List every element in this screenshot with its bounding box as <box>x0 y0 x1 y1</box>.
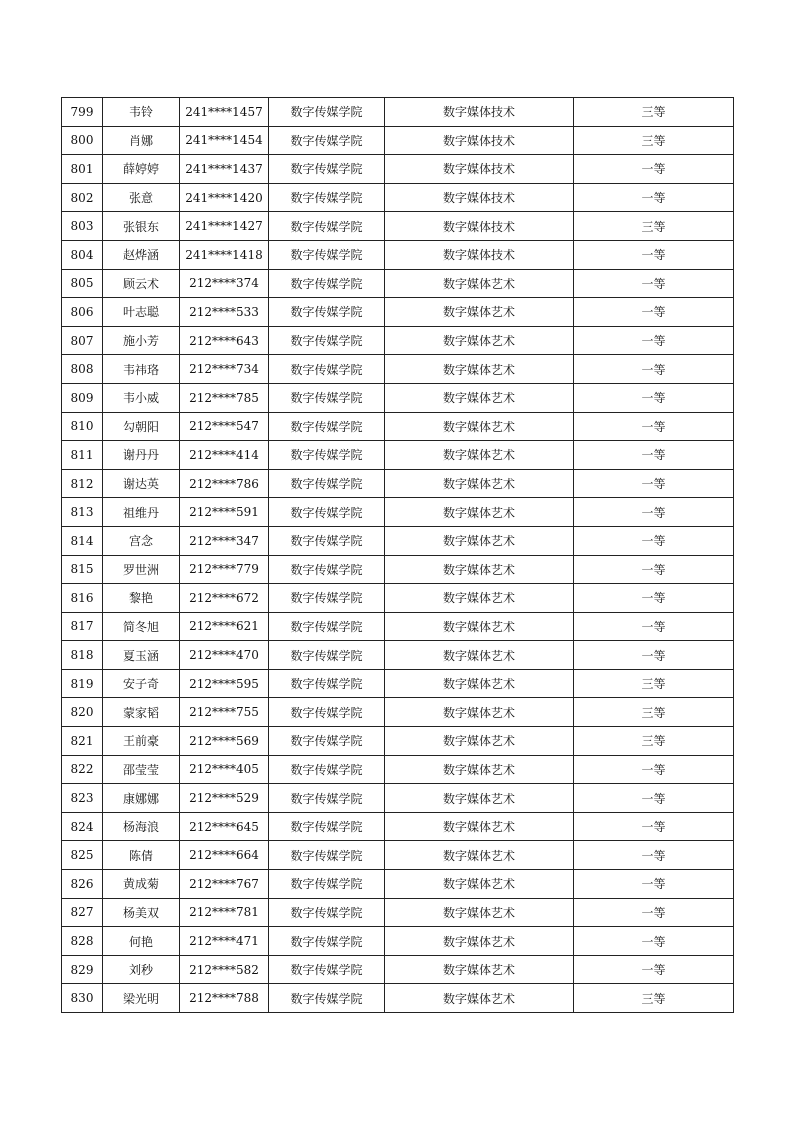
major-cell: 数字媒体艺术 <box>385 412 574 441</box>
major-cell: 数字媒体艺术 <box>385 612 574 641</box>
school-cell: 数字传媒学院 <box>269 212 385 241</box>
student-name-cell: 张意 <box>103 183 180 212</box>
student-id-cell: 212****788 <box>180 984 269 1013</box>
award-grade-cell: 一等 <box>574 469 734 498</box>
student-name-cell: 蒙家韬 <box>103 698 180 727</box>
row-number-cell: 827 <box>62 898 103 927</box>
student-id-cell: 212****569 <box>180 727 269 756</box>
row-number-cell: 816 <box>62 584 103 613</box>
table-row <box>62 269 734 298</box>
row-number-cell: 809 <box>62 383 103 412</box>
school-cell: 数字传媒学院 <box>269 298 385 327</box>
school-cell: 数字传媒学院 <box>269 498 385 527</box>
row-number-cell: 810 <box>62 412 103 441</box>
major-cell: 数字媒体艺术 <box>385 441 574 470</box>
student-name-cell: 谢达英 <box>103 469 180 498</box>
award-grade-cell: 一等 <box>574 641 734 670</box>
table-row <box>62 240 734 269</box>
student-id-cell: 212****595 <box>180 669 269 698</box>
award-grade-cell: 一等 <box>574 784 734 813</box>
row-number-cell: 823 <box>62 784 103 813</box>
table-row <box>62 383 734 412</box>
row-number-cell: 806 <box>62 298 103 327</box>
table-row <box>62 784 734 813</box>
major-cell: 数字媒体技术 <box>385 240 574 269</box>
school-cell: 数字传媒学院 <box>269 240 385 269</box>
row-number-cell: 808 <box>62 355 103 384</box>
row-number-cell: 815 <box>62 555 103 584</box>
table-row <box>62 498 734 527</box>
row-number-cell: 829 <box>62 955 103 984</box>
school-cell: 数字传媒学院 <box>269 383 385 412</box>
student-id-cell: 212****767 <box>180 870 269 899</box>
table-row <box>62 183 734 212</box>
school-cell: 数字传媒学院 <box>269 441 385 470</box>
student-id-cell: 212****781 <box>180 898 269 927</box>
major-cell: 数字媒体艺术 <box>385 870 574 899</box>
student-name-cell: 赵烨涵 <box>103 240 180 269</box>
school-cell: 数字传媒学院 <box>269 784 385 813</box>
award-grade-cell: 一等 <box>574 812 734 841</box>
student-name-cell: 黎艳 <box>103 584 180 613</box>
award-grade-cell: 一等 <box>574 755 734 784</box>
row-number-cell: 828 <box>62 927 103 956</box>
award-grade-cell: 一等 <box>574 555 734 584</box>
row-number-cell: 811 <box>62 441 103 470</box>
student-id-cell: 212****645 <box>180 812 269 841</box>
major-cell: 数字媒体艺术 <box>385 498 574 527</box>
school-cell: 数字传媒学院 <box>269 812 385 841</box>
school-cell: 数字传媒学院 <box>269 98 385 127</box>
student-id-cell: 212****734 <box>180 355 269 384</box>
major-cell: 数字媒体艺术 <box>385 898 574 927</box>
student-name-cell: 康娜娜 <box>103 784 180 813</box>
major-cell: 数字媒体艺术 <box>385 984 574 1013</box>
student-name-cell: 韦祎珞 <box>103 355 180 384</box>
award-grade-cell: 三等 <box>574 698 734 727</box>
major-cell: 数字媒体技术 <box>385 98 574 127</box>
table-row <box>62 355 734 384</box>
student-id-cell: 241****1457 <box>180 98 269 127</box>
major-cell: 数字媒体艺术 <box>385 841 574 870</box>
student-id-cell: 212****786 <box>180 469 269 498</box>
row-number-cell: 804 <box>62 240 103 269</box>
school-cell: 数字传媒学院 <box>269 755 385 784</box>
school-cell: 数字传媒学院 <box>269 898 385 927</box>
table-row <box>62 984 734 1013</box>
table-row <box>62 126 734 155</box>
school-cell: 数字传媒学院 <box>269 326 385 355</box>
table-row <box>62 870 734 899</box>
student-id-cell: 212****621 <box>180 612 269 641</box>
student-name-cell: 夏玉涵 <box>103 641 180 670</box>
row-number-cell: 803 <box>62 212 103 241</box>
student-id-cell: 241****1427 <box>180 212 269 241</box>
row-number-cell: 819 <box>62 669 103 698</box>
major-cell: 数字媒体艺术 <box>385 784 574 813</box>
school-cell: 数字传媒学院 <box>269 841 385 870</box>
school-cell: 数字传媒学院 <box>269 269 385 298</box>
student-name-cell: 梁光明 <box>103 984 180 1013</box>
student-id-cell: 212****533 <box>180 298 269 327</box>
award-grade-cell: 一等 <box>574 155 734 184</box>
table-row <box>62 698 734 727</box>
school-cell: 数字传媒学院 <box>269 126 385 155</box>
award-grade-cell: 一等 <box>574 441 734 470</box>
award-grade-cell: 一等 <box>574 269 734 298</box>
student-name-cell: 谢丹丹 <box>103 441 180 470</box>
table-row <box>62 326 734 355</box>
student-id-cell: 212****414 <box>180 441 269 470</box>
row-number-cell: 799 <box>62 98 103 127</box>
major-cell: 数字媒体艺术 <box>385 641 574 670</box>
award-grade-cell: 三等 <box>574 984 734 1013</box>
row-number-cell: 807 <box>62 326 103 355</box>
major-cell: 数字媒体艺术 <box>385 698 574 727</box>
award-grade-cell: 一等 <box>574 183 734 212</box>
table-row <box>62 298 734 327</box>
student-id-cell: 212****529 <box>180 784 269 813</box>
school-cell: 数字传媒学院 <box>269 584 385 613</box>
table-row <box>62 212 734 241</box>
student-id-cell: 212****672 <box>180 584 269 613</box>
student-id-cell: 212****785 <box>180 383 269 412</box>
major-cell: 数字媒体艺术 <box>385 812 574 841</box>
table-row <box>62 412 734 441</box>
row-number-cell: 801 <box>62 155 103 184</box>
table-row <box>62 441 734 470</box>
student-id-cell: 212****470 <box>180 641 269 670</box>
student-id-cell: 212****374 <box>180 269 269 298</box>
row-number-cell: 812 <box>62 469 103 498</box>
student-name-cell: 刘秒 <box>103 955 180 984</box>
school-cell: 数字传媒学院 <box>269 984 385 1013</box>
table-row <box>62 955 734 984</box>
table-row <box>62 584 734 613</box>
student-id-cell: 212****547 <box>180 412 269 441</box>
school-cell: 数字传媒学院 <box>269 526 385 555</box>
row-number-cell: 814 <box>62 526 103 555</box>
major-cell: 数字媒体艺术 <box>385 955 574 984</box>
student-name-cell: 罗世洲 <box>103 555 180 584</box>
student-name-cell: 顾云术 <box>103 269 180 298</box>
award-grade-cell: 一等 <box>574 927 734 956</box>
student-name-cell: 叶志聪 <box>103 298 180 327</box>
row-number-cell: 818 <box>62 641 103 670</box>
student-id-cell: 241****1454 <box>180 126 269 155</box>
school-cell: 数字传媒学院 <box>269 669 385 698</box>
major-cell: 数字媒体技术 <box>385 183 574 212</box>
table-row <box>62 641 734 670</box>
student-name-cell: 勾朝阳 <box>103 412 180 441</box>
award-grade-cell: 一等 <box>574 298 734 327</box>
row-number-cell: 824 <box>62 812 103 841</box>
student-name-cell: 祖维丹 <box>103 498 180 527</box>
table-row <box>62 727 734 756</box>
major-cell: 数字媒体艺术 <box>385 298 574 327</box>
major-cell: 数字媒体艺术 <box>385 755 574 784</box>
student-name-cell: 安子奇 <box>103 669 180 698</box>
student-name-cell: 张银东 <box>103 212 180 241</box>
school-cell: 数字传媒学院 <box>269 698 385 727</box>
major-cell: 数字媒体艺术 <box>385 469 574 498</box>
major-cell: 数字媒体技术 <box>385 155 574 184</box>
row-number-cell: 802 <box>62 183 103 212</box>
table-row <box>62 612 734 641</box>
student-name-cell: 韦小威 <box>103 383 180 412</box>
student-name-cell: 黄成菊 <box>103 870 180 899</box>
table-row <box>62 812 734 841</box>
student-id-cell: 212****582 <box>180 955 269 984</box>
table-row <box>62 898 734 927</box>
student-name-cell: 薛婷婷 <box>103 155 180 184</box>
row-number-cell: 820 <box>62 698 103 727</box>
school-cell: 数字传媒学院 <box>269 870 385 899</box>
award-grade-cell: 一等 <box>574 955 734 984</box>
major-cell: 数字媒体技术 <box>385 126 574 155</box>
school-cell: 数字传媒学院 <box>269 641 385 670</box>
student-name-cell: 杨美双 <box>103 898 180 927</box>
award-grade-cell: 一等 <box>574 412 734 441</box>
student-name-cell: 施小芳 <box>103 326 180 355</box>
row-number-cell: 822 <box>62 755 103 784</box>
award-grade-cell: 一等 <box>574 355 734 384</box>
award-grade-cell: 一等 <box>574 240 734 269</box>
row-number-cell: 826 <box>62 870 103 899</box>
major-cell: 数字媒体艺术 <box>385 727 574 756</box>
award-grade-cell: 一等 <box>574 383 734 412</box>
award-roster-table <box>61 97 734 1013</box>
student-id-cell: 241****1437 <box>180 155 269 184</box>
school-cell: 数字传媒学院 <box>269 155 385 184</box>
award-grade-cell: 三等 <box>574 727 734 756</box>
award-grade-cell: 一等 <box>574 326 734 355</box>
table-row <box>62 155 734 184</box>
student-id-cell: 241****1420 <box>180 183 269 212</box>
major-cell: 数字媒体艺术 <box>385 269 574 298</box>
award-grade-cell: 一等 <box>574 898 734 927</box>
row-number-cell: 821 <box>62 727 103 756</box>
table-row <box>62 841 734 870</box>
table-row <box>62 755 734 784</box>
award-grade-cell: 一等 <box>574 498 734 527</box>
row-number-cell: 813 <box>62 498 103 527</box>
student-name-cell: 何艳 <box>103 927 180 956</box>
row-number-cell: 830 <box>62 984 103 1013</box>
award-grade-cell: 三等 <box>574 212 734 241</box>
student-name-cell: 王前豪 <box>103 727 180 756</box>
school-cell: 数字传媒学院 <box>269 183 385 212</box>
major-cell: 数字媒体艺术 <box>385 326 574 355</box>
award-grade-cell: 一等 <box>574 870 734 899</box>
major-cell: 数字媒体艺术 <box>385 555 574 584</box>
award-grade-cell: 一等 <box>574 841 734 870</box>
major-cell: 数字媒体艺术 <box>385 669 574 698</box>
major-cell: 数字媒体技术 <box>385 212 574 241</box>
school-cell: 数字传媒学院 <box>269 355 385 384</box>
student-id-cell: 212****643 <box>180 326 269 355</box>
award-grade-cell: 一等 <box>574 526 734 555</box>
row-number-cell: 817 <box>62 612 103 641</box>
student-id-cell: 212****664 <box>180 841 269 870</box>
award-grade-cell: 三等 <box>574 669 734 698</box>
table-row <box>62 469 734 498</box>
student-id-cell: 212****591 <box>180 498 269 527</box>
major-cell: 数字媒体艺术 <box>385 355 574 384</box>
student-id-cell: 212****755 <box>180 698 269 727</box>
table-body <box>62 98 734 1013</box>
table-row <box>62 555 734 584</box>
student-name-cell: 杨海浪 <box>103 812 180 841</box>
major-cell: 数字媒体艺术 <box>385 383 574 412</box>
award-grade-cell: 三等 <box>574 126 734 155</box>
award-grade-cell: 一等 <box>574 584 734 613</box>
student-id-cell: 212****779 <box>180 555 269 584</box>
school-cell: 数字传媒学院 <box>269 727 385 756</box>
student-id-cell: 212****405 <box>180 755 269 784</box>
student-id-cell: 212****471 <box>180 927 269 956</box>
row-number-cell: 805 <box>62 269 103 298</box>
major-cell: 数字媒体艺术 <box>385 584 574 613</box>
school-cell: 数字传媒学院 <box>269 927 385 956</box>
student-name-cell: 韦铃 <box>103 98 180 127</box>
student-name-cell: 简冬旭 <box>103 612 180 641</box>
school-cell: 数字传媒学院 <box>269 555 385 584</box>
major-cell: 数字媒体艺术 <box>385 526 574 555</box>
row-number-cell: 825 <box>62 841 103 870</box>
school-cell: 数字传媒学院 <box>269 412 385 441</box>
student-id-cell: 241****1418 <box>180 240 269 269</box>
major-cell: 数字媒体艺术 <box>385 927 574 956</box>
school-cell: 数字传媒学院 <box>269 612 385 641</box>
school-cell: 数字传媒学院 <box>269 955 385 984</box>
table-row <box>62 526 734 555</box>
student-name-cell: 肖娜 <box>103 126 180 155</box>
school-cell: 数字传媒学院 <box>269 469 385 498</box>
table-row <box>62 669 734 698</box>
student-name-cell: 陈倩 <box>103 841 180 870</box>
student-name-cell: 邵莹莹 <box>103 755 180 784</box>
award-grade-cell: 一等 <box>574 612 734 641</box>
student-name-cell: 宫念 <box>103 526 180 555</box>
row-number-cell: 800 <box>62 126 103 155</box>
table-row <box>62 927 734 956</box>
table-row <box>62 98 734 127</box>
student-id-cell: 212****347 <box>180 526 269 555</box>
award-grade-cell: 三等 <box>574 98 734 127</box>
